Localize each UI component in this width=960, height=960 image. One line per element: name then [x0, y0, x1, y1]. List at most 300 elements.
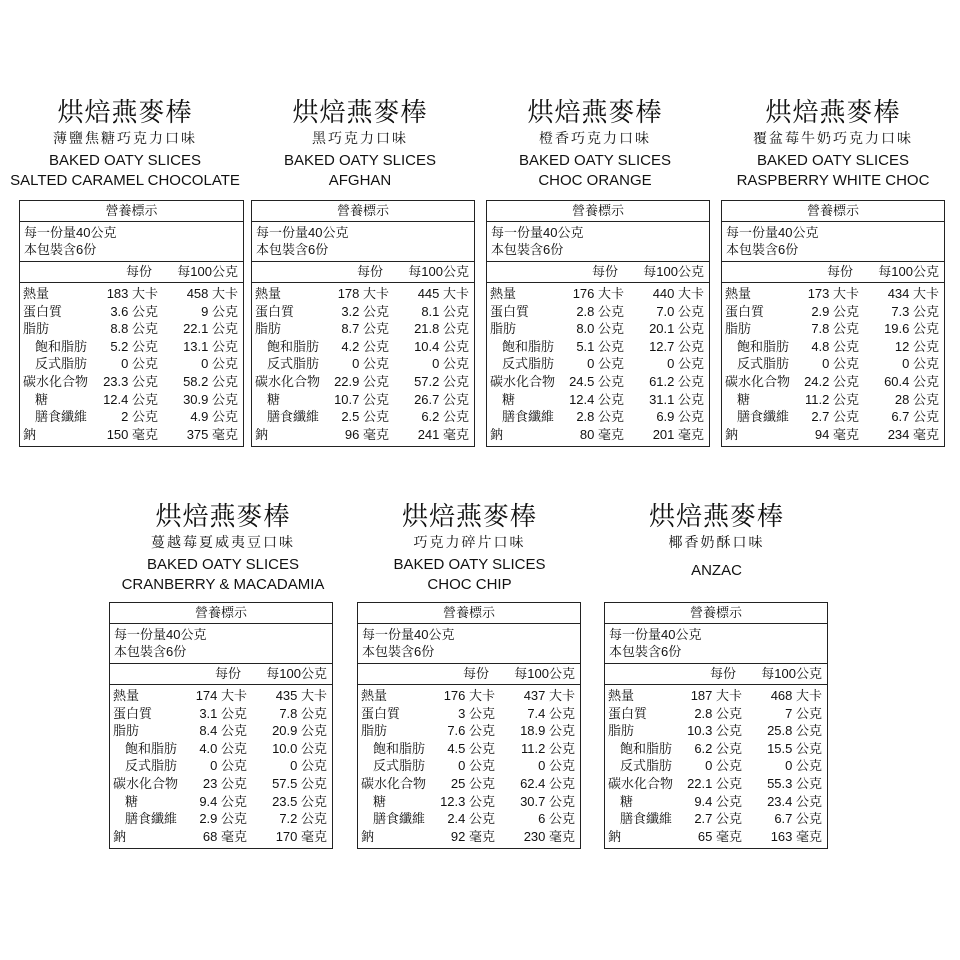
nutrient-label: 碳水化合物 — [255, 373, 321, 389]
nutrient-row — [252, 338, 474, 356]
column-per-serving: 每份 — [125, 264, 152, 279]
nutrient-label: 膳食纖維 — [737, 409, 790, 425]
nutrient-label: 飽和脂肪 — [737, 338, 790, 354]
product-title-zh: 烘焙燕麥棒 — [527, 98, 663, 128]
value-per-serving: 183 大卡 — [106, 286, 158, 301]
product-title-zh: 烘焙燕麥棒 — [765, 98, 901, 128]
nutrient-label: 碳水化合物 — [608, 775, 674, 791]
value-per-100g: 7.3 公克 — [891, 303, 939, 319]
value-per-100g: 57.5 公克 — [272, 775, 327, 791]
product-title-zh: 烘焙燕麥棒 — [155, 502, 291, 532]
value-per-serving: 7.8 公克 — [811, 321, 859, 337]
value-per-serving: 22.9 公克 — [334, 373, 389, 389]
value-per-100g: 445 大卡 — [417, 286, 469, 301]
value-per-serving: 2.8 公克 — [576, 303, 624, 319]
servings-per-package: 本包裝含6份 — [362, 644, 435, 659]
product-flavor-zh: 橙香巧克力口味 — [539, 131, 651, 147]
value-per-serving: 4.8 公克 — [811, 338, 859, 354]
value-per-serving: 8.7 公克 — [341, 321, 389, 337]
value-per-serving: 178 大卡 — [337, 286, 389, 301]
nutrient-label: 膳食纖維 — [35, 409, 88, 425]
column-per-100g: 每100公克 — [514, 666, 575, 681]
product-name-en: BAKED OATY SLICES — [284, 152, 436, 169]
nutrient-row — [358, 810, 580, 828]
value-per-100g: 375 毫克 — [186, 426, 238, 442]
nutrition-panel — [109, 602, 333, 849]
nutrient-label: 蛋白質 — [490, 303, 530, 319]
nutrient-row — [605, 775, 827, 793]
product-flavor-zh: 薄鹽焦糖巧克力口味 — [53, 131, 197, 147]
value-per-100g: 60.4 公克 — [884, 373, 939, 389]
nutrient-rows — [722, 283, 944, 443]
value-per-100g: 437 大卡 — [523, 688, 575, 703]
value-per-100g: 8.1 公克 — [421, 303, 469, 319]
serving-info — [358, 624, 580, 664]
nutrient-row — [110, 705, 332, 723]
value-per-100g: 7.4 公克 — [527, 705, 575, 721]
value-per-serving: 94 毫克 — [814, 426, 859, 442]
nutrient-row — [252, 408, 474, 426]
nutrient-label: 飽和脂肪 — [267, 338, 320, 354]
value-per-serving: 68 毫克 — [202, 828, 247, 844]
value-per-100g: 458 大卡 — [186, 286, 238, 301]
product-flavor-zh: 巧克力碎片口味 — [413, 535, 526, 551]
column-per-100g: 每100公克 — [266, 666, 327, 681]
value-per-100g: 30.7 公克 — [520, 793, 575, 809]
value-per-serving: 3.1 公克 — [199, 705, 247, 721]
value-per-100g: 23.4 公克 — [767, 793, 822, 809]
value-per-100g: 234 毫克 — [887, 426, 939, 442]
column-header — [605, 664, 827, 685]
value-per-serving: 3.6 公克 — [110, 303, 158, 319]
value-per-serving: 92 毫克 — [450, 828, 495, 844]
nutrient-label: 脂肪 — [608, 723, 635, 739]
nutrient-label: 蛋白質 — [23, 303, 63, 319]
value-per-serving: 0 公克 — [705, 758, 742, 774]
value-per-100g: 241 毫克 — [417, 426, 469, 442]
nutrient-row — [605, 722, 827, 740]
nutrient-label: 反式脂肪 — [373, 758, 426, 774]
nutrient-label: 反式脂肪 — [620, 758, 673, 774]
value-per-serving: 0 公克 — [458, 758, 495, 774]
column-per-serving: 每份 — [591, 264, 618, 279]
nutrition-panel — [486, 200, 710, 447]
value-per-100g: 61.2 公克 — [649, 373, 704, 389]
nutrient-label: 熱量 — [361, 688, 388, 703]
value-per-serving: 5.1 公克 — [576, 338, 624, 354]
value-per-serving: 8.0 公克 — [576, 321, 624, 337]
product-card — [480, 98, 710, 458]
value-per-100g: 18.9 公克 — [520, 723, 575, 739]
value-per-100g: 23.5 公克 — [272, 793, 327, 809]
value-per-serving: 12.4 公克 — [103, 391, 158, 407]
nutrient-rows — [487, 283, 709, 443]
value-per-100g: 0 公克 — [432, 356, 469, 372]
value-per-100g: 0 公克 — [667, 356, 704, 372]
serving-info — [20, 222, 243, 262]
value-per-serving: 0 公克 — [822, 356, 859, 372]
nutrient-row — [110, 775, 332, 793]
value-per-serving: 23.3 公克 — [103, 373, 158, 389]
nutrient-row — [20, 303, 243, 321]
nutrient-label: 飽和脂肪 — [502, 338, 555, 354]
value-per-100g: 434 大卡 — [887, 286, 939, 301]
value-per-100g: 31.1 公克 — [649, 391, 704, 407]
nutrient-row — [358, 793, 580, 811]
nutrient-row — [20, 355, 243, 373]
nutrient-row — [605, 757, 827, 775]
column-per-serving: 每份 — [214, 666, 241, 681]
nutrition-panel — [357, 602, 581, 849]
serving-info — [487, 222, 709, 262]
nutrient-row — [358, 828, 580, 846]
value-per-100g: 201 毫克 — [652, 426, 704, 442]
value-per-100g: 170 毫克 — [275, 828, 327, 844]
nutrient-label: 脂肪 — [725, 321, 752, 337]
value-per-serving: 4.2 公克 — [341, 338, 389, 354]
value-per-100g: 55.3 公克 — [767, 775, 822, 791]
serving-info — [722, 222, 944, 262]
servings-per-package: 本包裝含6份 — [609, 644, 682, 659]
serving-info — [252, 222, 474, 262]
nutrient-label: 反式脂肪 — [35, 356, 88, 372]
column-per-100g: 每100公克 — [878, 264, 939, 279]
serving-info — [110, 624, 332, 664]
column-per-serving: 每份 — [356, 264, 383, 279]
value-per-100g: 28 公克 — [894, 391, 939, 407]
nutrient-row — [722, 303, 944, 321]
nutrient-label: 鈉 — [23, 426, 37, 442]
nutrient-label: 鈉 — [113, 828, 127, 844]
serving-size: 每一份量40公克 — [609, 627, 702, 642]
column-header — [20, 262, 243, 283]
product-variant-en: CHOC CHIP — [427, 576, 512, 593]
serving-info — [605, 624, 827, 664]
nutrient-row — [252, 303, 474, 321]
nutrient-label: 糖 — [620, 793, 634, 809]
value-per-100g: 7.0 公克 — [656, 303, 704, 319]
value-per-serving: 10.3 公克 — [687, 723, 742, 739]
nutrition-panel-title: 營養標示 — [722, 201, 944, 222]
nutrient-row — [252, 373, 474, 391]
value-per-100g: 0 公克 — [785, 758, 822, 774]
product-card — [357, 502, 582, 862]
value-per-serving: 173 大卡 — [807, 286, 859, 301]
nutrient-label: 糖 — [373, 793, 387, 809]
value-per-100g: 19.6 公克 — [884, 321, 939, 337]
value-per-serving: 96 毫克 — [344, 426, 389, 442]
nutrient-row — [722, 320, 944, 338]
value-per-100g: 20.1 公克 — [649, 321, 704, 337]
value-per-serving: 80 毫克 — [579, 426, 624, 442]
nutrient-label: 熱量 — [490, 286, 517, 301]
nutrient-label: 蛋白質 — [255, 303, 295, 319]
value-per-100g: 6.7 公克 — [774, 811, 822, 827]
nutrient-row — [252, 426, 474, 444]
value-per-100g: 435 大卡 — [275, 688, 327, 703]
product-title-zh: 烘焙燕麥棒 — [57, 98, 193, 128]
nutrient-row — [110, 740, 332, 758]
nutrient-row — [20, 285, 243, 303]
value-per-serving: 0 公克 — [352, 356, 389, 372]
nutrient-row — [20, 408, 243, 426]
nutrient-label: 脂肪 — [255, 321, 282, 337]
value-per-100g: 11.2 公克 — [521, 740, 575, 756]
value-per-100g: 58.2 公克 — [183, 373, 238, 389]
value-per-serving: 24.2 公克 — [804, 373, 859, 389]
nutrient-label: 鈉 — [255, 426, 269, 442]
nutrient-row — [20, 320, 243, 338]
column-header — [110, 664, 332, 685]
nutrient-row — [252, 391, 474, 409]
value-per-serving: 10.7 公克 — [334, 391, 389, 407]
nutrient-label: 碳水化合物 — [113, 775, 179, 791]
value-per-100g: 20.9 公克 — [272, 723, 327, 739]
value-per-100g: 25.8 公克 — [767, 723, 822, 739]
nutrient-row — [252, 285, 474, 303]
value-per-serving: 4.0 公克 — [199, 740, 247, 756]
value-per-100g: 9 公克 — [201, 303, 238, 319]
nutrient-row — [722, 338, 944, 356]
nutrient-label: 反式脂肪 — [267, 356, 320, 372]
nutrient-label: 膳食纖維 — [620, 811, 673, 827]
nutrient-label: 蛋白質 — [608, 705, 648, 721]
serving-size: 每一份量40公克 — [256, 225, 349, 240]
nutrient-row — [722, 373, 944, 391]
nutrition-panel — [251, 200, 475, 447]
value-per-100g: 440 大卡 — [652, 286, 704, 301]
nutrient-row — [487, 303, 709, 321]
nutrient-row — [358, 740, 580, 758]
value-per-serving: 174 大卡 — [195, 688, 247, 703]
nutrition-panel-title: 營養標示 — [358, 603, 580, 624]
value-per-serving: 8.4 公克 — [199, 723, 247, 739]
product-card — [604, 502, 829, 862]
nutrient-row — [605, 705, 827, 723]
nutrient-label: 碳水化合物 — [361, 775, 427, 791]
product-variant-en: ANZAC — [691, 562, 742, 579]
product-variant-en: CRANBERRY & MACADAMIA — [121, 576, 325, 593]
value-per-serving: 12.4 公克 — [569, 391, 624, 407]
nutrient-row — [358, 757, 580, 775]
nutrient-label: 飽和脂肪 — [620, 740, 673, 756]
nutrient-row — [487, 355, 709, 373]
value-per-serving: 0 公克 — [121, 356, 158, 372]
nutrient-row — [722, 426, 944, 444]
nutrient-row — [487, 373, 709, 391]
nutrient-label: 飽和脂肪 — [35, 338, 88, 354]
value-per-serving: 3 公克 — [458, 705, 495, 721]
nutrient-row — [722, 355, 944, 373]
nutrition-panel — [721, 200, 945, 447]
value-per-100g: 13.1 公克 — [183, 338, 238, 354]
nutrient-label: 脂肪 — [361, 723, 388, 739]
product-title-zh: 烘焙燕麥棒 — [292, 98, 428, 128]
value-per-100g: 0 公克 — [538, 758, 575, 774]
value-per-100g: 6 公克 — [538, 811, 575, 827]
value-per-serving: 2.8 公克 — [694, 705, 742, 721]
nutrient-row — [487, 338, 709, 356]
nutrient-row — [487, 391, 709, 409]
value-per-100g: 12.7 公克 — [649, 338, 704, 354]
nutrient-row — [487, 320, 709, 338]
value-per-100g: 468 大卡 — [770, 688, 822, 703]
value-per-serving: 176 大卡 — [572, 286, 624, 301]
nutrient-label: 飽和脂肪 — [125, 740, 178, 756]
value-per-100g: 0 公克 — [201, 356, 238, 372]
nutrient-label: 蛋白質 — [725, 303, 765, 319]
nutrition-panel-title: 營養標示 — [252, 201, 474, 222]
value-per-serving: 9.4 公克 — [694, 793, 742, 809]
nutrient-row — [605, 810, 827, 828]
value-per-serving: 12.3 公克 — [440, 793, 495, 809]
serving-size: 每一份量40公克 — [726, 225, 819, 240]
value-per-serving: 2.8 公克 — [576, 409, 624, 425]
value-per-serving: 65 毫克 — [697, 828, 742, 844]
column-per-100g: 每100公克 — [761, 666, 822, 681]
nutrient-row — [487, 408, 709, 426]
value-per-serving: 150 毫克 — [106, 426, 158, 442]
value-per-serving: 2.7 公克 — [694, 811, 742, 827]
value-per-100g: 57.2 公克 — [414, 373, 469, 389]
product-name-en: BAKED OATY SLICES — [519, 152, 671, 169]
nutrient-row — [252, 320, 474, 338]
value-per-100g: 6.7 公克 — [891, 409, 939, 425]
column-header — [487, 262, 709, 283]
value-per-serving: 25 公克 — [450, 775, 495, 791]
product-flavor-zh: 椰香奶酥口味 — [668, 535, 765, 551]
nutrient-label: 反式脂肪 — [502, 356, 555, 372]
column-per-100g: 每100公克 — [177, 264, 238, 279]
value-per-serving: 2.9 公克 — [199, 811, 247, 827]
nutrient-label: 熱量 — [725, 286, 752, 301]
nutrient-label: 膳食纖維 — [373, 811, 426, 827]
value-per-serving: 22.1 公克 — [687, 775, 742, 791]
servings-per-package: 本包裝含6份 — [24, 242, 97, 257]
nutrition-panel-title: 營養標示 — [605, 603, 827, 624]
servings-per-package: 本包裝含6份 — [114, 644, 187, 659]
nutrient-row — [110, 828, 332, 846]
value-per-serving: 8.8 公克 — [110, 321, 158, 337]
value-per-100g: 230 毫克 — [523, 828, 575, 844]
nutrition-panel — [19, 200, 244, 447]
value-per-100g: 0 公克 — [290, 758, 327, 774]
serving-size: 每一份量40公克 — [491, 225, 584, 240]
nutrient-row — [722, 408, 944, 426]
nutrient-row — [20, 338, 243, 356]
nutrient-label: 反式脂肪 — [737, 356, 790, 372]
product-variant-en: AFGHAN — [328, 172, 392, 189]
nutrient-label: 鈉 — [361, 828, 375, 844]
value-per-100g: 10.4 公克 — [414, 338, 469, 354]
nutrition-panel-title: 營養標示 — [487, 201, 709, 222]
value-per-100g: 15.5 公克 — [767, 740, 822, 756]
value-per-100g: 30.9 公克 — [183, 391, 238, 407]
servings-per-package: 本包裝含6份 — [726, 242, 799, 257]
nutrient-label: 糖 — [125, 793, 139, 809]
serving-size: 每一份量40公克 — [114, 627, 207, 642]
value-per-serving: 7.6 公克 — [447, 723, 495, 739]
value-per-serving: 2.5 公克 — [341, 409, 389, 425]
nutrient-label: 熱量 — [113, 688, 140, 703]
nutrient-row — [358, 687, 580, 705]
nutrient-label: 鈉 — [725, 426, 739, 442]
value-per-serving: 2.7 公克 — [811, 409, 859, 425]
value-per-100g: 10.0 公克 — [272, 740, 327, 756]
value-per-100g: 7.8 公克 — [279, 705, 327, 721]
value-per-serving: 9.4 公克 — [199, 793, 247, 809]
nutrient-row — [358, 705, 580, 723]
nutrient-label: 碳水化合物 — [490, 373, 556, 389]
value-per-serving: 0 公克 — [587, 356, 624, 372]
nutrient-row — [605, 687, 827, 705]
product-name-en: BAKED OATY SLICES — [49, 152, 201, 169]
nutrient-rows — [358, 685, 580, 845]
value-per-100g: 7.2 公克 — [279, 811, 327, 827]
value-per-100g: 7 公克 — [785, 705, 822, 721]
value-per-100g: 22.1 公克 — [183, 321, 238, 337]
nutrient-label: 碳水化合物 — [23, 373, 89, 389]
column-header — [358, 664, 580, 685]
nutrient-label: 脂肪 — [490, 321, 517, 337]
nutrient-label: 膳食纖維 — [125, 811, 178, 827]
nutrient-label: 熱量 — [23, 286, 50, 301]
nutrient-row — [20, 426, 243, 444]
value-per-serving: 187 大卡 — [690, 688, 742, 703]
value-per-100g: 0 公克 — [902, 356, 939, 372]
nutrient-row — [110, 793, 332, 811]
product-card — [5, 98, 245, 458]
value-per-100g: 21.8 公克 — [414, 321, 469, 337]
nutrient-row — [487, 285, 709, 303]
nutrient-label: 鈉 — [608, 828, 622, 844]
nutrient-label: 脂肪 — [113, 723, 140, 739]
nutrition-panel-title: 營養標示 — [110, 603, 332, 624]
value-per-serving: 11.2 公克 — [805, 391, 859, 407]
nutrient-label: 糖 — [267, 391, 281, 407]
nutrient-row — [487, 426, 709, 444]
column-per-serving: 每份 — [709, 666, 736, 681]
column-per-serving: 每份 — [462, 666, 489, 681]
value-per-serving: 3.2 公克 — [341, 303, 389, 319]
value-per-100g: 26.7 公克 — [414, 391, 469, 407]
column-per-100g: 每100公克 — [408, 264, 469, 279]
value-per-serving: 0 公克 — [210, 758, 247, 774]
value-per-serving: 2.4 公克 — [447, 811, 495, 827]
nutrient-label: 蛋白質 — [113, 705, 153, 721]
product-variant-en: CHOC ORANGE — [538, 172, 652, 189]
nutrient-label: 脂肪 — [23, 321, 50, 337]
product-name-en: BAKED OATY SLICES — [757, 152, 909, 169]
nutrient-label: 糖 — [737, 391, 751, 407]
nutrient-label: 反式脂肪 — [125, 758, 178, 774]
product-title-zh: 烘焙燕麥棒 — [648, 502, 784, 532]
nutrient-row — [605, 828, 827, 846]
nutrient-row — [20, 373, 243, 391]
column-per-100g: 每100公克 — [643, 264, 704, 279]
value-per-100g: 6.9 公克 — [656, 409, 704, 425]
nutrient-rows — [605, 685, 827, 845]
nutrient-row — [110, 687, 332, 705]
servings-per-package: 本包裝含6份 — [256, 242, 329, 257]
product-card — [245, 98, 475, 458]
column-header — [722, 262, 944, 283]
serving-size: 每一份量40公克 — [24, 225, 117, 240]
product-flavor-zh: 黑巧克力口味 — [312, 131, 408, 147]
nutrient-row — [358, 722, 580, 740]
nutrient-label: 鈉 — [490, 426, 504, 442]
product-name-en: BAKED OATY SLICES — [147, 556, 299, 573]
